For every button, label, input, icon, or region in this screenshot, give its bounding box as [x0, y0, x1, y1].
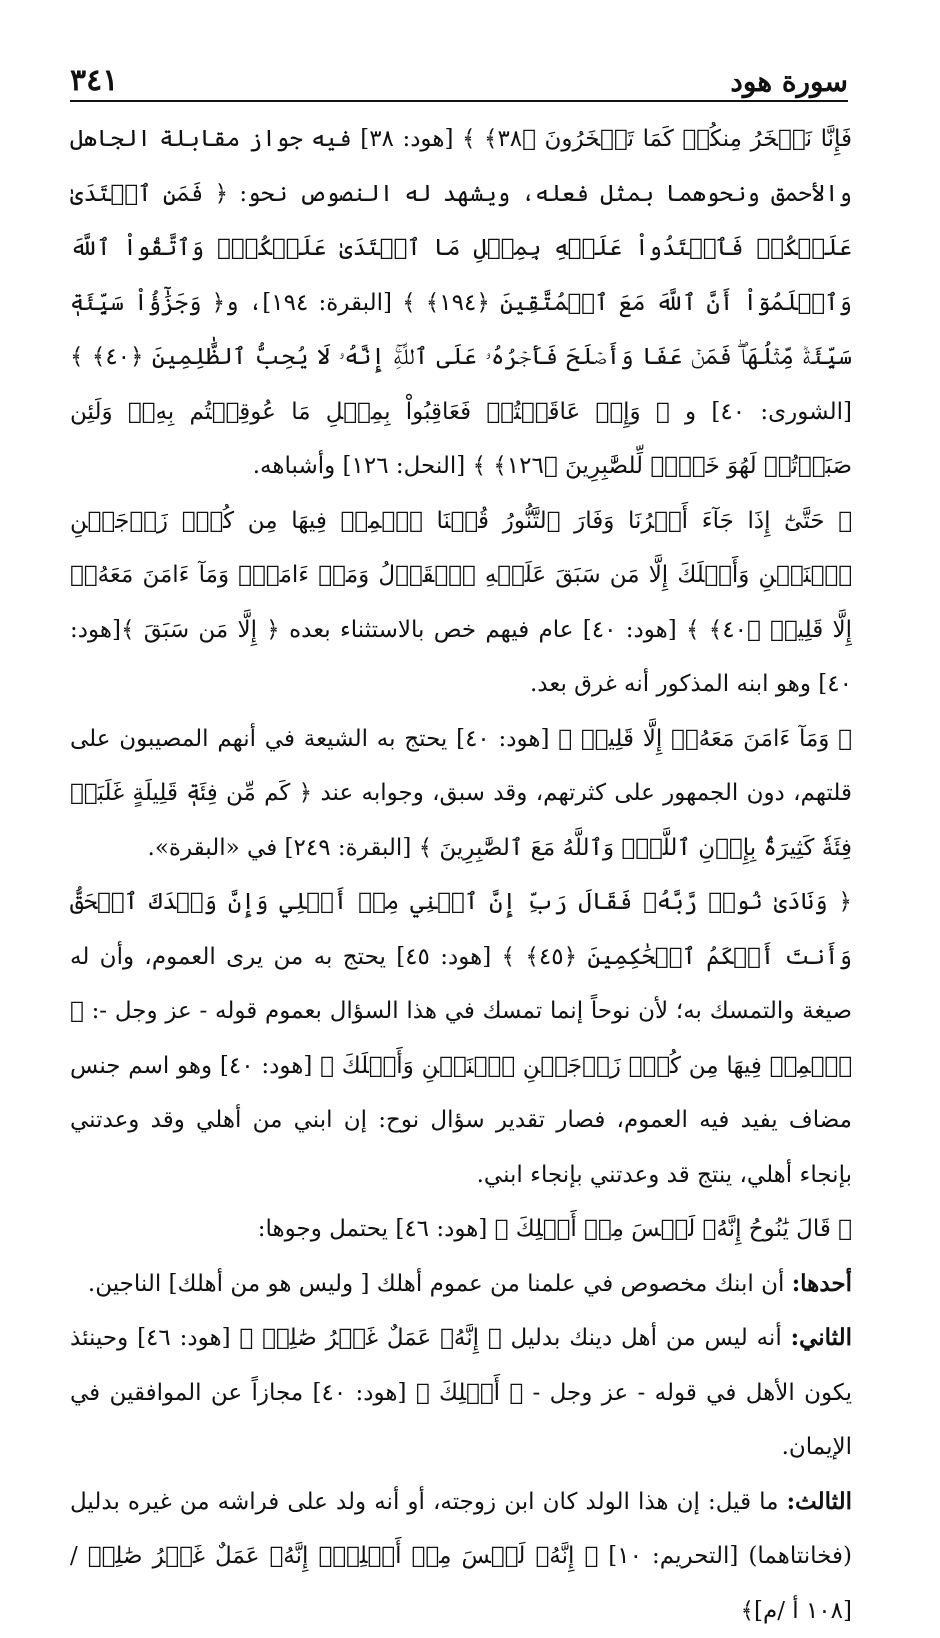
point-text: أنه ليس من أهل دينك بدليل ﴿ إِنَّهُۥ عَمَلٌ غَيۡرُ صَٰلِحٖ ﴾ [هود: ٤٦] وحينئذ يكون الأهل في قوله - عز وجل - ﴿ أَهۡلِكَ ﴾ [هود: ٤٠] مجازاً عن الموافقين في الإيمان. [70, 1325, 852, 1460]
point-label: أحدها: [792, 1270, 852, 1297]
paragraph: ﴿ وَنَادَىٰ نُوحٞ رَّبَّهُۥ فَقَالَ رَبِّ إِنَّ ٱبۡنِي مِنۡ أَهۡلِي وَإِنَّ وَعۡدَكَ ٱلۡحَقُّ وَأَنتَ أَحۡكَمُ ٱلۡحَٰكِمِينَ ﴿٤٥﴾ ﴾ [هود: ٤٥] يحتج به من يرى العموم، وأن له صيغة والتمسك به؛ لأن نوحاً إنما تمسك في هذا السؤال بعموم قوله - عز وجل -: ﴿ ٱحۡمِلۡ فِيهَا مِن كُلّٖ زَوۡجَيۡنِ ٱثۡنَيۡنِ وَأَهۡلَكَ ﴾ [هود: ٤٠] وهو اسم جنس مضاف يفيد فيه العموم، فصار تقدير سؤال نوح: إن ابني من أهلي وقد وعدتني بإنجاء أهلي، ينتج قد وعدتني بإنجاء ابني. [70, 875, 852, 1202]
paragraph: فَإِنَّا نَسۡخَرُ مِنكُمۡ كَمَا تَسۡخَرُونَ ﴿٣٨﴾ ﴾ [هود: ٣٨] فيه جواز مقابلة الجاهل والأحمق ونحوهما بمثل فعله، ويشهد له النصوص نحو: ﴿ فَمَنِ ٱعۡتَدَىٰ عَلَيۡكُمۡ فَٱعۡتَدُواْ عَلَيۡهِ بِمِثۡلِ مَا ٱعۡتَدَىٰ عَلَيۡكُمۡۚ وَٱتَّقُواْ ٱللَّهَ وَٱعۡلَمُوٓاْ أَنَّ ٱللَّهَ مَعَ ٱلۡمُتَّقِينَ ﴿١٩٤﴾ ﴾ [البقرة: ١٩٤]، و﴿ وَجَزَٰٓؤُاْ سَيِّئَةٖ سَيِّئَةٞ مِّثۡلُهَاۖ فَمَنۡ عَفَا وَأَصۡلَحَ فَأَجۡرُهُۥ عَلَى ٱللَّهِۚ إِنَّهُۥ لَا يُحِبُّ ٱلظَّٰلِمِينَ ﴿٤٠﴾ ﴾ [الشورى: ٤٠] و ﴿ وَإِنۡ عَاقَبۡتُمۡ فَعَاقِبُواْ بِمِثۡلِ مَا عُوقِبۡتُم بِهِۦۖ وَلَئِن صَبَرۡتُمۡ لَهُوَ خَيۡرٞ لِّلصَّٰبِرِينَ ﴿١٢٦﴾ ﴾ [النحل: ١٢٦] وأشباهه. [70, 112, 852, 494]
point-label: الثاني: [791, 1324, 852, 1351]
paragraph: ﴿ قَالَ يَٰنُوحُ إِنَّهُۥ لَيۡسَ مِنۡ أَهۡلِكَ ﴾ [هود: ٤٦] يحتمل وجوها: [70, 1202, 852, 1257]
page-header [70, 56, 848, 102]
surah-title: سورة هود [730, 68, 848, 96]
page-body [70, 112, 852, 1638]
point-item [70, 1475, 852, 1638]
point-label: الثالث: [787, 1488, 852, 1515]
page-number: ٣٤١ [70, 66, 118, 96]
point-item [70, 1257, 852, 1312]
point-item [70, 1311, 852, 1475]
point-text: ما قيل: إن هذا الولد كان ابن زوجته، أو أنه ولد على فراشه من غيره بدليل (فخانتاهما) [التحريم: ١٠] ﴿ إِنَّهُۥ لَيۡسَ مِنۡ أَهۡلِكَۖ إِنَّهُۥ عَمَلٌ غَيۡرُ صَٰلِحٖ / [١٠٨ أ /م]﴾ [70, 1489, 852, 1624]
point-text: أن ابنك مخصوص في علمنا من عموم أهلك [ وليس هو من أهلك] الناجين. [88, 1271, 792, 1297]
paragraph: ﴿ حَتَّىٰٓ إِذَا جَآءَ أَمۡرُنَا وَفَارَ ٱلتَّنُّورُ قُلۡنَا ٱحۡمِلۡ فِيهَا مِن كُلّٖ زَوۡجَيۡنِ ٱثۡنَيۡنِ وَأَهۡلَكَ إِلَّا مَن سَبَقَ عَلَيۡهِ ٱلۡقَوۡلُ وَمَنۡ ءَامَنَۚ وَمَآ ءَامَنَ مَعَهُۥٓ إِلَّا قَلِيلٞ ﴿٤٠﴾ ﴾ [هود: ٤٠] عام فيهم خص بالاستثناء بعده ﴿ إِلَّا مَن سَبَقَ ﴾[هود: ٤٠] وهو ابنه المذكور أنه غرق بعد. [70, 494, 852, 712]
paragraph: ﴿ وَمَآ ءَامَنَ مَعَهُۥٓ إِلَّا قَلِيلٞ ﴾ [هود: ٤٠] يحتج به الشيعة في أنهم المصيبون على قلتهم، دون الجمهور على كثرتهم، وقد سبق، وجوابه عند ﴿ كَم مِّن فِئَةٖ قَلِيلَةٍ غَلَبَتۡ فِئَةٗ كَثِيرَةَۢ بِإِذۡنِ ٱللَّهِۗ وَٱللَّهُ مَعَ ٱلصَّٰبِرِينَ ﴾ [البقرة: ٢٤٩] في «البقرة». [70, 712, 852, 876]
